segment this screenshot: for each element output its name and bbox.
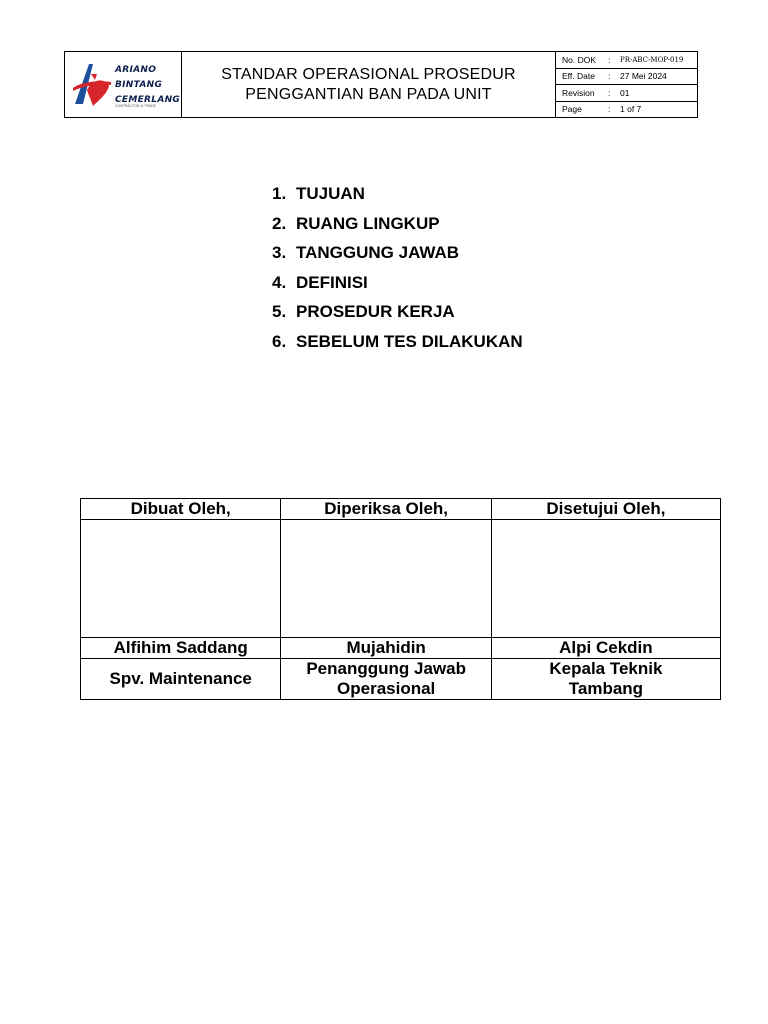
approval-signature-row — [81, 520, 721, 638]
meta-label: Eff. Date — [562, 71, 595, 82]
meta-separator: : — [608, 54, 611, 65]
toc-item — [272, 331, 523, 361]
meta-separator: : — [608, 104, 611, 115]
toc-item-label: TUJUAN — [296, 184, 365, 203]
meta-row-doc-number — [556, 52, 697, 69]
meta-value: PR-ABC-MOP-019 — [620, 55, 684, 64]
toc-item-number: 1. — [272, 184, 287, 203]
approval-name-row — [81, 638, 721, 659]
signature-box-prepared — [81, 520, 281, 638]
toc-item-label: PROSEDUR KERJA — [296, 302, 455, 321]
signatory-role-line: Tambang — [568, 679, 644, 698]
signatory-name-checked: Mujahidin — [281, 638, 491, 659]
company-name-line1: ARIANO — [115, 65, 157, 75]
signatory-name-prepared: Alfihim Saddang — [81, 638, 281, 659]
toc-item-number: 5. — [272, 302, 287, 321]
toc-item — [272, 272, 523, 302]
approval-role-row — [81, 659, 721, 700]
meta-row-eff-date — [556, 69, 697, 86]
toc-item — [272, 183, 523, 213]
meta-value: 1 of 7 — [620, 104, 642, 115]
document-title — [182, 52, 556, 117]
meta-label: Page — [562, 104, 582, 115]
meta-row-page — [556, 102, 697, 118]
signatory-role-approved — [491, 659, 720, 700]
toc-item-number: 2. — [272, 213, 287, 233]
toc-item-label: TANGGUNG JAWAB — [296, 243, 460, 262]
document-meta — [556, 52, 697, 117]
company-logo-cell — [65, 52, 182, 117]
meta-separator: : — [608, 87, 611, 98]
signatory-role-line: Kepala Teknik — [549, 659, 663, 678]
signatory-role-line: Spv. Maintenance — [109, 669, 252, 688]
approval-header-prepared: Dibuat Oleh, — [81, 499, 281, 520]
toc-item-number: 4. — [272, 272, 287, 292]
toc-item-label: DEFINISI — [296, 272, 368, 292]
company-name-line2: BINTANG — [115, 80, 163, 90]
document-header — [64, 51, 698, 118]
signatory-role-line: Penanggung Jawab — [306, 659, 466, 678]
meta-value: 01 — [620, 87, 630, 98]
company-logo-icon — [71, 60, 113, 110]
approval-header-checked: Diperiksa Oleh, — [281, 499, 491, 520]
toc-item — [272, 242, 523, 272]
approval-table — [80, 498, 721, 700]
company-tagline: CONTRACTOR & TRADE — [115, 104, 157, 108]
meta-label: No. DOK — [562, 54, 597, 65]
approval-header-row — [81, 499, 721, 520]
signature-box-approved — [491, 520, 720, 638]
approval-header-approved: Disetujui Oleh, — [491, 499, 720, 520]
meta-separator: : — [608, 71, 611, 82]
signature-box-checked — [281, 520, 491, 638]
meta-row-revision — [556, 85, 697, 102]
company-name — [115, 63, 180, 108]
toc-item-label: SEBELUM TES DILAKUKAN — [296, 331, 523, 351]
document-title-line2: PENGGANTIAN BAN PADA UNIT — [245, 85, 492, 103]
toc-item — [272, 301, 523, 331]
toc-item-number: 3. — [272, 243, 287, 262]
meta-label: Revision — [562, 87, 595, 98]
toc-item-label: RUANG LINGKUP — [296, 213, 440, 233]
table-of-contents — [272, 183, 523, 360]
signatory-role-checked — [281, 659, 491, 700]
document-title-line1: STANDAR OPERASIONAL PROSEDUR — [221, 65, 516, 83]
signatory-name-approved: Alpi Cekdin — [491, 638, 720, 659]
signatory-role-line: Operasional — [337, 679, 436, 698]
toc-item-number: 6. — [272, 331, 287, 351]
company-name-line3: CEMERLANG — [115, 95, 181, 105]
signatory-role-prepared — [81, 659, 281, 700]
meta-value: 27 Mei 2024 — [620, 71, 667, 82]
toc-item — [272, 213, 523, 243]
